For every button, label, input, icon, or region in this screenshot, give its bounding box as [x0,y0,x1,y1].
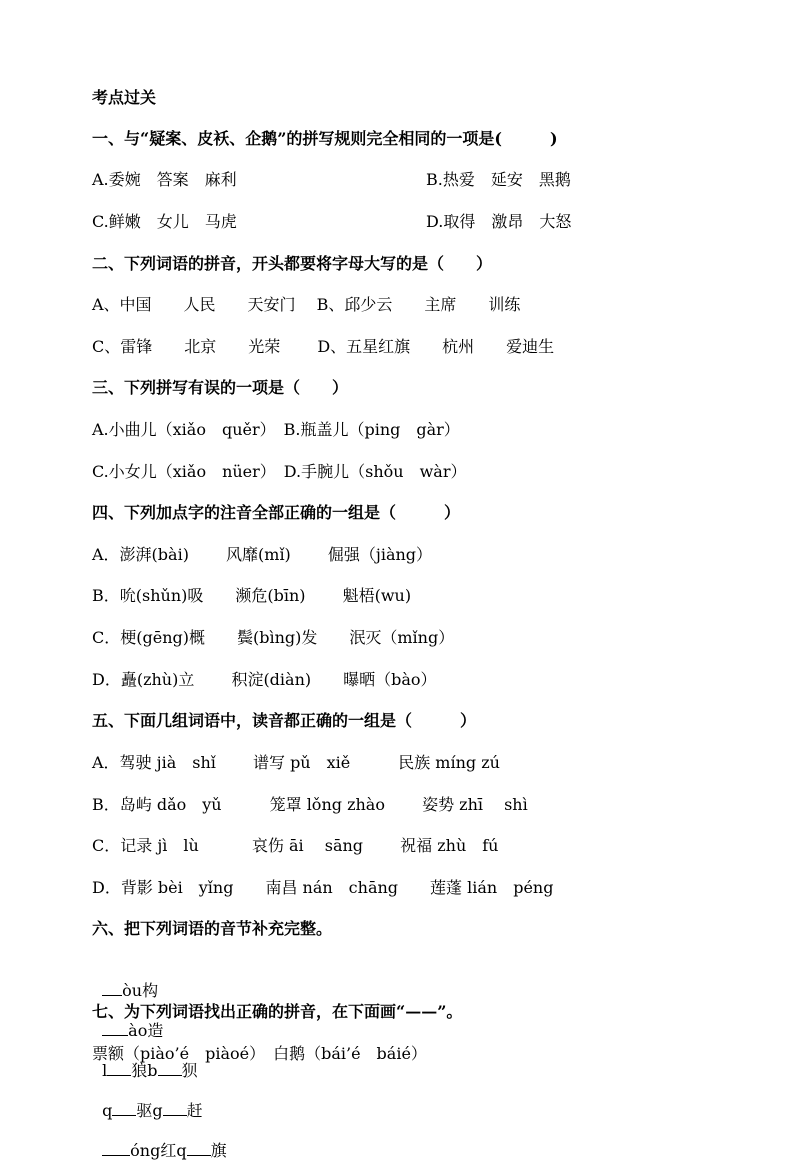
question-7-prompt: 七、为下列词语找出正确的拼音，在下面画“——”。 [92,1002,463,1021]
blank[interactable] [102,1021,128,1036]
question-1-option-b: B.热爱 延安 黑鹅 [426,170,571,189]
question-4-prompt: 四、下列加点字的注音全部正确的一组是（ ） [92,503,461,522]
syllable-fragment: òu构 [122,981,159,1000]
blank[interactable] [163,1101,187,1116]
question-1-prompt: 一、与“疑案、皮袄、企鹅”的拼写规则完全相同的一项是( ) [92,129,558,148]
syllable-fragment: 赶 [186,1101,203,1120]
question-2-prompt: 二、下列词语的拼音，开头都要将字母大写的是（ ） [92,254,493,273]
question-5-option-c: C．记录 jì lù 哀伤 āi sāng 祝福 zhù fú [92,836,499,855]
syllable-fragment: q [102,1101,113,1120]
question-2-options-line-2: C、雷锋 北京 光荣 D、五星红旗 杭州 爱迪生 [92,337,555,356]
question-4-option-c: C．梗(gēng)概 鬓(bìng)发 泯灭（mǐng） [92,628,455,647]
blank[interactable] [102,1141,130,1156]
blank[interactable] [102,981,122,996]
question-1-option-a: A.委婉 答案 麻利 [92,170,237,189]
syllable-fragment: 狼b [131,1061,158,1080]
syllable-fragment: óng红q [130,1141,187,1160]
syllable-fragment: 旗 [210,1141,227,1160]
question-6-prompt: 六、把下列词语的音节补充完整。 [92,919,333,938]
syllable-fragment: l [102,1061,108,1080]
question-3-prompt: 三、下列拼写有误的一项是（ ） [92,378,349,397]
syllable-fragment: ào造 [128,1021,164,1040]
question-4-option-d: D．矗(zhù)立 积淀(diàn) 曝晒（bào） [92,670,437,689]
question-5-option-a: A．驾驶 jià shǐ 谱写 pǔ xiě 民族 míng zú [92,753,500,772]
question-4-option-b: B．吮(shǔn)吸 濒危(bīn) 魁梧(wu) [92,586,412,605]
question-1-option-c: C.鲜嫩 女儿 马虎 [92,212,237,231]
question-3-options-line-2: C.小女儿（xiǎo nüer） D.手腕儿（shǒu wàr） [92,462,467,481]
question-5-prompt: 五、下面几组词语中，读音都正确的一组是（ ） [92,711,477,730]
question-5-option-d: D．背影 bèi yǐng 南昌 nán chāng 莲蓬 lián péng [92,878,554,897]
question-1-option-d: D.取得 激昂 大怒 [426,212,572,231]
page-title: 考点过关 [92,88,157,107]
question-3-options-line-1: A.小曲儿（xiǎo quěr） B.瓶盖儿（ping gàr） [92,420,460,439]
question-2-options-line-1: A、中国 人民 天安门 B、邱少云 主席 训练 [92,295,521,314]
blank[interactable] [112,1101,136,1116]
syllable-fragment: 驱g [136,1101,163,1120]
blank[interactable] [187,1141,211,1156]
question-5-option-b: B．岛屿 dǎo yǔ 笼罩 lǒng zhào 姿势 zhī shì [92,795,528,814]
syllable-fragment: 狈 [181,1061,198,1080]
question-4-option-a: A．澎湃(bài) 风靡(mǐ) 倔强（jiàng） [92,545,433,564]
question-7-options-line-1: 票额（piào’é piàoé） 白鹅（bái’é báié） [92,1044,427,1063]
